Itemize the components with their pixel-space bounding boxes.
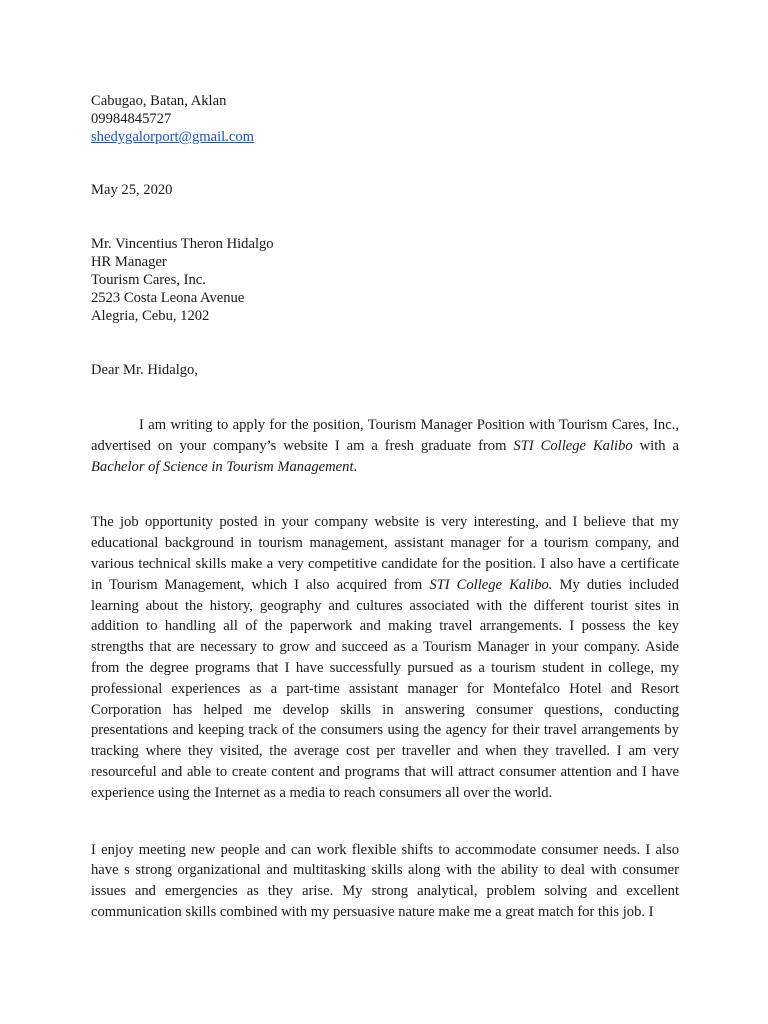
cover-letter-page bbox=[91, 92, 679, 923]
paragraph-qualifications-text-1: The job opportunity posted in your company website is very interesting, and I believe that my educational background in tourism management, assistant manager for a tourism company, and various technical skills make a very competitive candidate for the position. I also have a certificate in Tourism Management, which I also acquired from bbox=[91, 514, 679, 593]
recipient-city: Alegria, Cebu, 1202 bbox=[91, 308, 210, 324]
paragraph-personal-skills: I enjoy meeting new people and can work flexible shifts to accommodate consumer needs. I also have s strong organizational and multitasking skills along with the ability to deal with consumer issues and emergencies as they arise. My strong analytical, problem solving and excellent communication skills combined with my persuasive nature make me a great match for this job. I bbox=[91, 841, 679, 920]
sender-email-link[interactable]: shedygalorport@gmail.com bbox=[91, 129, 254, 145]
paragraph-intro bbox=[91, 415, 679, 477]
paragraph-intro-text-3: . bbox=[353, 458, 358, 475]
paragraph-qualifications-text-2: My duties included learning about the history, geography and cultures associated with the different tourist sites in addition to handling all of the paperwork and making travel arrangements. I possess the key strengths that are necessary to grow and succeed as a Tourism Manager in your company. Aside from the degree programs that I have successfully pursued as a tourism student in college, my professional experiences as a part-time assistant manager for Montefalco Hotel and Resort Corporation has helped me develop skills in answering consumer questions, conducting presentations and keeping track of the consumers using the agency for their travel arrangements by tracking where they visited, the average cost per traveller and when they travelled. I am very resourceful and able to create content and programs that will attract consumer attention and I have experience using the Internet as a media to reach consumers all over the world. bbox=[91, 576, 679, 801]
school-name: STI College Kalibo bbox=[513, 437, 633, 454]
recipient-street: 2523 Costa Leona Avenue bbox=[91, 290, 245, 306]
salutation: Dear Mr. Hidalgo, bbox=[91, 362, 198, 378]
paragraph-qualifications bbox=[91, 512, 679, 803]
recipient-name: Mr. Vincentius Theron Hidalgo bbox=[91, 236, 274, 252]
sender-phone: 09984845727 bbox=[91, 111, 172, 127]
paragraph-intro-text-2: with a bbox=[632, 437, 679, 454]
recipient-block bbox=[91, 235, 679, 325]
paragraph-intro-text-1: I am writing to apply for the position, Tourism Manager Position with Tourism Cares, Inc., advertised on your company’s website I am a fresh graduate from bbox=[91, 417, 679, 454]
recipient-title: HR Manager bbox=[91, 254, 167, 270]
letter-date: May 25, 2020 bbox=[91, 182, 173, 198]
degree-name: Bachelor of Science in Tourism Management bbox=[91, 458, 354, 475]
school-name-2: STI College Kalibo. bbox=[429, 576, 553, 593]
sender-block bbox=[91, 92, 679, 146]
sender-address: Cabugao, Batan, Aklan bbox=[91, 93, 227, 109]
recipient-company: Tourism Cares, Inc. bbox=[91, 272, 206, 288]
